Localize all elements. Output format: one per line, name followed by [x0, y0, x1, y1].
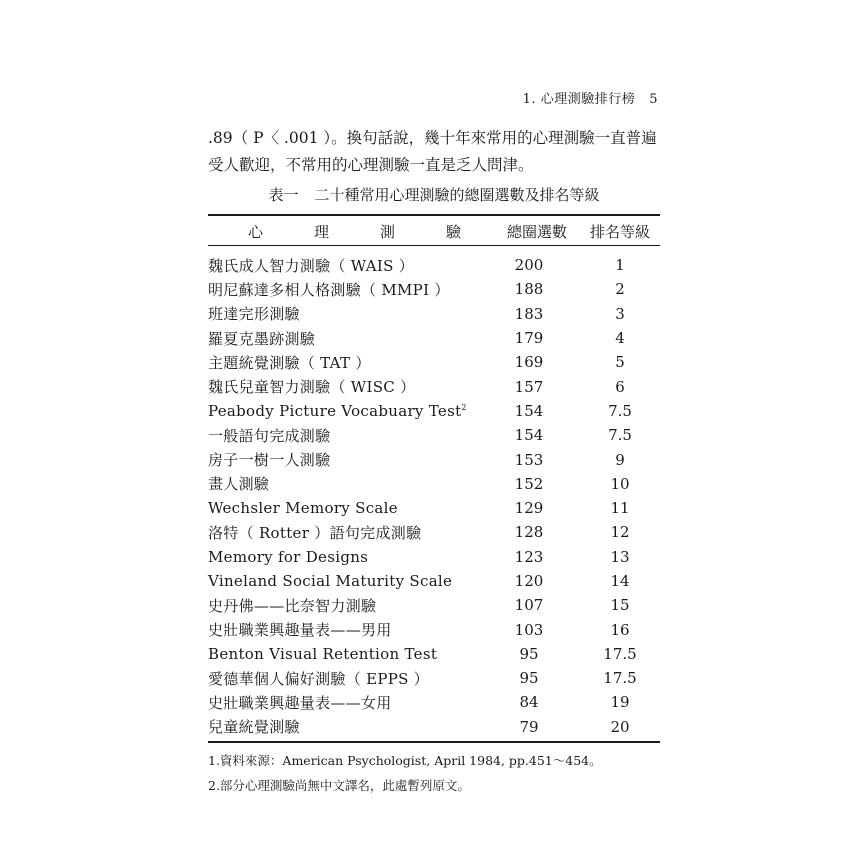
table-row	[208, 423, 660, 447]
table-row	[208, 277, 660, 301]
test-name: 洛特（ Rotter ）語句完成測驗	[208, 523, 422, 542]
test-name: 史丹佛——比奈智力測驗	[208, 596, 377, 615]
chapter-title: 1. 心理測驗排行榜	[522, 92, 636, 107]
rank: 7.5	[608, 401, 632, 420]
rank: 15	[610, 596, 630, 615]
table-caption-label: 表一	[268, 186, 299, 204]
table-bottom-rule	[208, 741, 660, 743]
total-count: 183	[514, 304, 544, 323]
header-rank: 排名等級	[589, 223, 650, 241]
rank: 11	[610, 499, 630, 518]
table-caption-title: 二十種常用心理測驗的總圈選數及排名等級	[314, 186, 600, 204]
test-name: 史壯職業興趣量表——女用	[208, 693, 392, 712]
body-text-line-2: 受人歡迎，不常用的心理測驗一直是乏人問津。	[208, 156, 534, 174]
table-row	[208, 545, 660, 569]
rank: 13	[610, 547, 630, 566]
rank: 10	[610, 474, 630, 493]
test-name: 明尼蘇達多相人格測驗（ MMPI ）	[208, 280, 450, 299]
total-count: 200	[514, 256, 544, 275]
rank: 16	[610, 620, 630, 639]
table-row	[208, 374, 660, 398]
total-count: 154	[514, 401, 544, 420]
table-row	[208, 302, 660, 326]
rank: 9	[615, 450, 625, 469]
rank: 6	[615, 377, 625, 396]
total-count: 188	[514, 280, 544, 299]
total-count: 107	[514, 596, 544, 615]
table-row	[208, 690, 660, 714]
table-row	[208, 715, 660, 739]
table-row	[208, 520, 660, 544]
table-header-row	[208, 218, 660, 245]
table-row	[208, 472, 660, 496]
test-name: 史壯職業興趣量表——男用	[208, 621, 392, 640]
test-ranking-table	[208, 218, 660, 739]
rank: 1	[615, 256, 625, 275]
table-row	[208, 496, 660, 520]
test-name: 主題統覺測驗（ TAT ）	[208, 353, 371, 372]
total-count: 128	[514, 523, 544, 542]
test-name: Peabody Picture Vocabuary Test$^2$	[208, 401, 467, 420]
header-test-name: 心 理 測 驗	[248, 223, 462, 241]
table-row	[208, 642, 660, 666]
total-count: 95	[519, 644, 539, 663]
footnote-2: 2.部分心理測驗尚無中文譯名，此處暫列原文。	[208, 778, 470, 793]
total-count: 95	[519, 669, 539, 688]
table-row	[208, 593, 660, 617]
test-name: Wechsler Memory Scale	[208, 499, 398, 518]
table-caption	[208, 184, 660, 205]
table-row	[208, 350, 660, 374]
footnote-1: 1.資料來源：American Psychologist, April 1984, pp.451～454。	[208, 753, 602, 768]
table-row	[208, 399, 660, 423]
total-count: 154	[514, 426, 544, 445]
rank: 20	[610, 717, 630, 736]
rank: 12	[610, 523, 630, 542]
running-header	[523, 88, 658, 107]
page-number: 5	[649, 92, 658, 107]
rank: 4	[615, 329, 625, 348]
total-count: 103	[514, 620, 544, 639]
test-name: 房子一樹一人測驗	[208, 451, 331, 470]
rank: 17.5	[603, 644, 637, 663]
footnote-marker: 2	[461, 402, 467, 412]
total-count: 79	[519, 717, 539, 736]
rank: 14	[610, 572, 630, 590]
header-total-count: 總圈選數	[506, 223, 567, 241]
table-row	[208, 326, 660, 350]
test-name: 羅夏克墨跡測驗	[208, 329, 316, 348]
body-text-line-1: .89（ P〈 .001 ）。換句話說，幾十年來常用的心理測驗一直普遍	[208, 129, 657, 147]
test-name: 兒童統覺測驗	[208, 718, 300, 737]
total-count: 152	[514, 474, 544, 493]
rank: 7.5	[608, 426, 632, 445]
test-name: 班達完形測驗	[208, 305, 300, 324]
test-name: Benton Visual Retention Test	[208, 644, 438, 663]
test-name: 魏氏成人智力測驗（ WAIS ）	[208, 256, 415, 275]
test-name: Memory for Designs	[208, 547, 369, 566]
test-name: 畫人測驗	[208, 475, 270, 494]
test-name: 愛德華個人偏好測驗（ EPPS ）	[208, 669, 430, 688]
total-count: 123	[514, 547, 544, 566]
total-count: 179	[514, 329, 544, 348]
test-name: 魏氏兒童智力測驗（ WISC ）	[208, 378, 416, 397]
rank: 3	[615, 304, 625, 323]
rank: 5	[615, 353, 625, 372]
table-row	[208, 666, 660, 690]
total-count: 157	[514, 377, 544, 396]
test-name: Vineland Social Maturity Scale	[208, 572, 453, 590]
total-count: 129	[514, 499, 544, 518]
rank: 17.5	[603, 669, 637, 688]
table-row	[208, 569, 660, 593]
total-count: 120	[514, 572, 544, 590]
table-row	[208, 245, 660, 277]
rank: 2	[615, 280, 625, 299]
total-count: 153	[514, 450, 544, 469]
table-row	[208, 447, 660, 471]
rank: 19	[610, 693, 630, 712]
total-count: 84	[519, 693, 539, 712]
total-count: 169	[514, 353, 544, 372]
table-row	[208, 617, 660, 641]
test-name: 一般語句完成測驗	[208, 426, 331, 445]
table-top-rule	[208, 214, 660, 216]
